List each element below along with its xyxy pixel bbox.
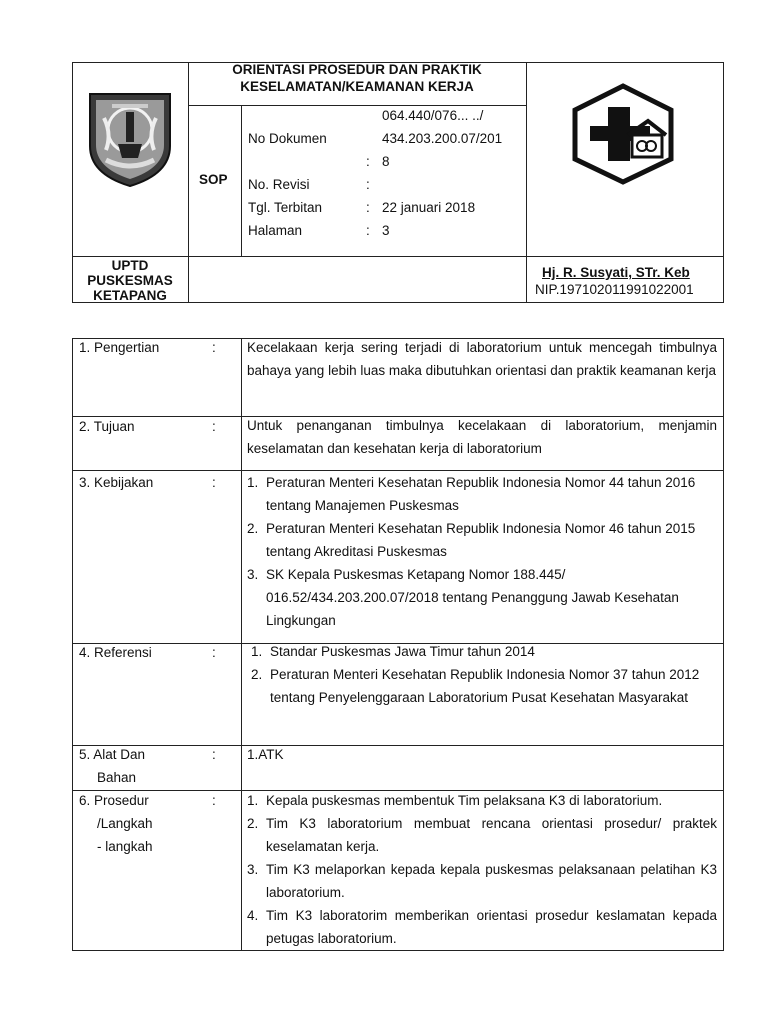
alat-text: 1.ATK xyxy=(247,747,284,762)
no-dokumen-label: No Dokumen xyxy=(248,131,327,146)
alat-label-line2: Bahan xyxy=(97,770,137,785)
doc-number-mid: 434.203.200.07/201 xyxy=(382,131,503,146)
sop-label: SOP xyxy=(199,172,228,187)
doc-number-end: 8 xyxy=(382,154,390,169)
list-item: 2. Tim K3 laboratorium membuat rencana orientasi prosedur/ praktek keselamatan kerja. xyxy=(247,816,717,854)
prosedur-list xyxy=(247,789,717,950)
halaman-value: 3 xyxy=(382,223,390,238)
signatory-nip: NIP.197102011991022001 xyxy=(535,282,694,297)
prosedur-label-line2: /Langkah xyxy=(97,816,153,831)
halaman-colon: : xyxy=(366,223,370,238)
list-item: 1. Standar Puskesmas Jawa Timur tahun 2014 xyxy=(251,644,535,659)
no-revisi-label: No. Revisi xyxy=(248,177,310,192)
halaman-label: Halaman xyxy=(248,223,303,238)
list-item: 4. Tim K3 laboratorim memberikan orientasi prosedur keslamatan kepada petugas laboratorium. xyxy=(247,908,717,946)
list-item: 2. Peraturan Menteri Kesehatan Republik Indonesia Nomor 37 tahun 2012 tentang Penyelenggaraan Laboratorium Pusat Kesehatan Masyarakat xyxy=(251,667,700,705)
list-item: 3. Tim K3 melaporkan kepada kepala puskesmas pelaksanaan pelatihan K3 laboratorium. xyxy=(247,862,717,900)
tgl-terbitan-label: Tgl. Terbitan xyxy=(248,200,323,215)
signatory-name: Hj. R. Susyati, STr. Keb xyxy=(542,265,690,280)
document-title-line2: KESELAMATAN/KEAMANAN KERJA xyxy=(240,79,474,94)
pengertian-colon: : xyxy=(212,340,216,355)
tujuan-colon: : xyxy=(212,419,216,434)
pengertian-text: Kecelakaan kerja sering terjadi di laboratorium untuk mencegah timbulnya bahaya yang lebih luas maka dibutuhkan orientasi dan praktik keamanan kerja xyxy=(247,340,717,378)
unit-name-line2: PUSKESMAS xyxy=(87,273,173,288)
unit-name-line3: KETAPANG xyxy=(93,288,167,303)
referensi-label: 4. Referensi xyxy=(79,645,152,660)
tgl-terbitan-value: 22 januari 2018 xyxy=(382,200,476,215)
list-item: 2. Peraturan Menteri Kesehatan Republik Indonesia Nomor 46 tahun 2015 tentang Akreditasi Puskesmas xyxy=(247,521,696,559)
regional-emblem-logo xyxy=(82,88,178,188)
list-item: 3. SK Kepala Puskesmas Ketapang Nomor 188.445/ 016.52/434.203.200.07/2018 tentang Penanggung Jawab Kesehatan Lingkungan xyxy=(247,567,679,628)
puskesmas-logo xyxy=(568,83,678,185)
referensi-colon: : xyxy=(212,645,216,660)
list-item: 1. Kepala puskesmas membentuk Tim pelaksana K3 di laboratorium. xyxy=(247,793,663,808)
kebijakan-label: 3. Kebijakan xyxy=(79,475,154,490)
prosedur-label-line3: - langkah xyxy=(97,839,153,854)
kebijakan-list xyxy=(247,471,717,632)
doc-number-top: 064.440/076... ../ xyxy=(382,108,484,123)
prosedur-colon: : xyxy=(212,793,216,808)
document-title-line1: ORIENTASI PROSEDUR DAN PRAKTIK xyxy=(232,62,482,77)
tujuan-label: 2. Tujuan xyxy=(79,419,135,434)
kebijakan-colon: : xyxy=(212,475,216,490)
unit-name-line1: UPTD xyxy=(111,258,149,273)
prosedur-label-line1: 6. Prosedur xyxy=(79,793,149,808)
alat-label-line1: 5. Alat Dan xyxy=(79,747,146,762)
no-dokumen-colon: : xyxy=(366,154,370,169)
tgl-terbitan-colon: : xyxy=(366,200,370,215)
tujuan-text: Untuk penanganan timbulnya kecelakaan di laboratorium, menjamin keselamatan dan kesehatan kerja di laboratorium xyxy=(247,418,717,456)
pengertian-label: 1. Pengertian xyxy=(79,340,160,355)
list-item: 1. Peraturan Menteri Kesehatan Republik Indonesia Nomor 44 tahun 2016 tentang Manajemen Puskesmas xyxy=(247,475,696,513)
referensi-list xyxy=(251,640,717,709)
no-revisi-colon: : xyxy=(366,177,370,192)
alat-colon: : xyxy=(212,747,216,762)
